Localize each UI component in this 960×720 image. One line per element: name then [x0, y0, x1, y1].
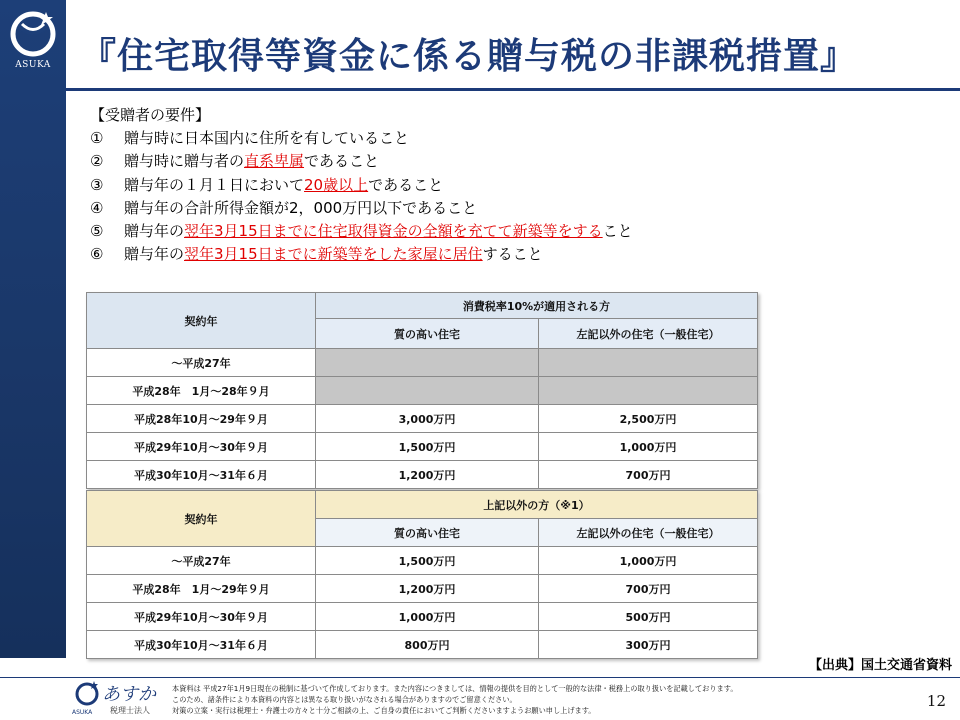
table-row — [87, 349, 758, 377]
general-housing-cell: 1,000万円 — [539, 433, 758, 461]
row-label-cell: 平成28年 1月～29年９月 — [87, 575, 316, 603]
quality-housing-cell: 3,000万円 — [316, 405, 539, 433]
requirements-list — [90, 127, 950, 266]
requirement-item — [90, 243, 950, 266]
table-consumption-tax-10 — [86, 292, 758, 489]
requirement-number: ④ — [90, 198, 104, 217]
page-title: 『住宅取得等資金に係る贈与税の非課税措置』 — [80, 35, 858, 77]
footer-divider — [0, 677, 960, 678]
table2-col1-header: 質の高い住宅 — [316, 519, 539, 547]
general-housing-cell: 500万円 — [539, 603, 758, 631]
row-label-cell: 平成28年10月～29年９月 — [87, 405, 316, 433]
table-row — [87, 547, 758, 575]
quality-housing-cell — [316, 349, 539, 377]
requirement-text-part: 贈与年の — [124, 245, 185, 264]
requirement-text — [124, 243, 543, 266]
footer-brand: あすか — [102, 684, 156, 705]
disclaimer-line: 本資料は 平成27年1月9日現在の税制に基づいて作成しております。また内容につきましては、情報の提供を目的として一般的な法律・税務上の取り扱いを記載しております。 — [172, 684, 738, 693]
table1-corner-header: 契約年 — [87, 293, 316, 349]
table-row — [87, 461, 758, 489]
quality-housing-cell: 1,200万円 — [316, 461, 539, 489]
sidebar — [0, 0, 66, 658]
requirement-highlight: 翌年3月15日までに新築等をした家屋に居住 — [184, 245, 483, 264]
requirement-number: ① — [90, 129, 104, 148]
requirement-number: ⑤ — [90, 222, 104, 241]
table2-col2-header: 左記以外の住宅（一般住宅） — [539, 519, 758, 547]
table-row — [87, 377, 758, 405]
table2-body — [87, 547, 758, 659]
requirement-item — [90, 174, 950, 197]
table-row — [87, 631, 758, 659]
footer-logo-emblem-icon — [72, 680, 102, 708]
requirements-heading: 【受贈者の要件】 — [90, 106, 211, 124]
row-label-cell: ～平成27年 — [87, 547, 316, 575]
footer-logo — [70, 680, 162, 720]
source-note: 【出典】国土交通省資料 — [808, 658, 952, 673]
table1-col1-header: 質の高い住宅 — [316, 319, 539, 349]
row-label-cell: 平成28年 1月～28年９月 — [87, 377, 316, 405]
disclaimer-line: 対策の立案・実行は税理士・弁護士の方々と十分ご相談の上、ご自身の責任においてご判断くださいますようお願い申し上げます。 — [172, 706, 596, 715]
table1-group-header: 消費税率10%が適用される方 — [316, 293, 758, 319]
requirement-text-part: であること — [368, 175, 444, 194]
requirement-item — [90, 127, 950, 150]
requirement-text-part: すること — [482, 245, 543, 264]
table-row — [87, 433, 758, 461]
footer-disclaimer — [172, 683, 892, 716]
general-housing-cell: 300万円 — [539, 631, 758, 659]
general-housing-cell — [539, 377, 758, 405]
requirement-item — [90, 197, 950, 220]
requirement-text-part: 贈与時に贈与者の — [124, 152, 245, 171]
row-label-cell: 平成30年10月～31年６月 — [87, 631, 316, 659]
quality-housing-cell — [316, 377, 539, 405]
general-housing-cell — [539, 349, 758, 377]
requirement-text-part: こと — [602, 222, 633, 241]
row-label-cell: 平成30年10月～31年６月 — [87, 461, 316, 489]
general-housing-cell: 700万円 — [539, 461, 758, 489]
requirement-text — [124, 174, 443, 197]
footer-brand-en: ASUKA — [72, 709, 93, 716]
requirement-number: ⑥ — [90, 245, 104, 264]
asuka-logo — [6, 8, 60, 74]
quality-housing-cell: 1,000万円 — [316, 603, 539, 631]
logo-text: ASUKA — [15, 60, 51, 70]
requirement-text — [124, 197, 477, 220]
requirement-text-part: 贈与年の — [124, 222, 185, 241]
table2-group-header: 上記以外の方（※1） — [316, 491, 758, 519]
table-other-cases — [86, 490, 758, 659]
requirement-text-part: 贈与年の合計所得金額が2，000万円以下であること — [124, 198, 478, 217]
general-housing-cell: 1,000万円 — [539, 547, 758, 575]
requirement-text — [124, 150, 379, 173]
requirement-highlight: 直系卑属 — [244, 152, 305, 171]
requirements-section — [90, 104, 950, 266]
table-row — [87, 405, 758, 433]
quality-housing-cell: 1,500万円 — [316, 433, 539, 461]
requirement-highlight: 20歳以上 — [304, 175, 369, 194]
table2-corner-header: 契約年 — [87, 491, 316, 547]
requirement-number: ② — [90, 152, 104, 171]
row-label-cell: 平成29年10月～30年９月 — [87, 603, 316, 631]
requirement-text — [124, 220, 633, 243]
requirement-number: ③ — [90, 175, 104, 194]
table-row — [87, 603, 758, 631]
row-label-cell: 平成29年10月～30年９月 — [87, 433, 316, 461]
general-housing-cell: 2,500万円 — [539, 405, 758, 433]
disclaimer-line: このため、諸条件により本資料の内容とは異なる取り扱いがなされる場合がありますのでご留意ください。 — [172, 695, 517, 704]
footer-brand-sub: 税理士法人 — [110, 706, 150, 715]
title-divider — [66, 88, 960, 91]
quality-housing-cell: 800万円 — [316, 631, 539, 659]
row-label-cell: ～平成27年 — [87, 349, 316, 377]
requirement-item — [90, 150, 950, 173]
requirement-text-part: 贈与年の１月１日において — [124, 175, 305, 194]
requirement-text — [124, 127, 409, 150]
quality-housing-cell: 1,200万円 — [316, 575, 539, 603]
page-number: 12 — [926, 692, 946, 710]
requirement-text-part: であること — [304, 152, 380, 171]
requirement-item — [90, 220, 950, 243]
table1-body — [87, 349, 758, 489]
requirement-text-part: 贈与時に日本国内に住所を有していること — [124, 129, 410, 148]
requirement-highlight: 翌年3月15日までに住宅取得資金の全額を充てて新築等をする — [184, 222, 603, 241]
quality-housing-cell: 1,500万円 — [316, 547, 539, 575]
general-housing-cell: 700万円 — [539, 575, 758, 603]
logo-emblem-icon — [6, 8, 60, 62]
table1-col2-header: 左記以外の住宅（一般住宅） — [539, 319, 758, 349]
table-row — [87, 575, 758, 603]
